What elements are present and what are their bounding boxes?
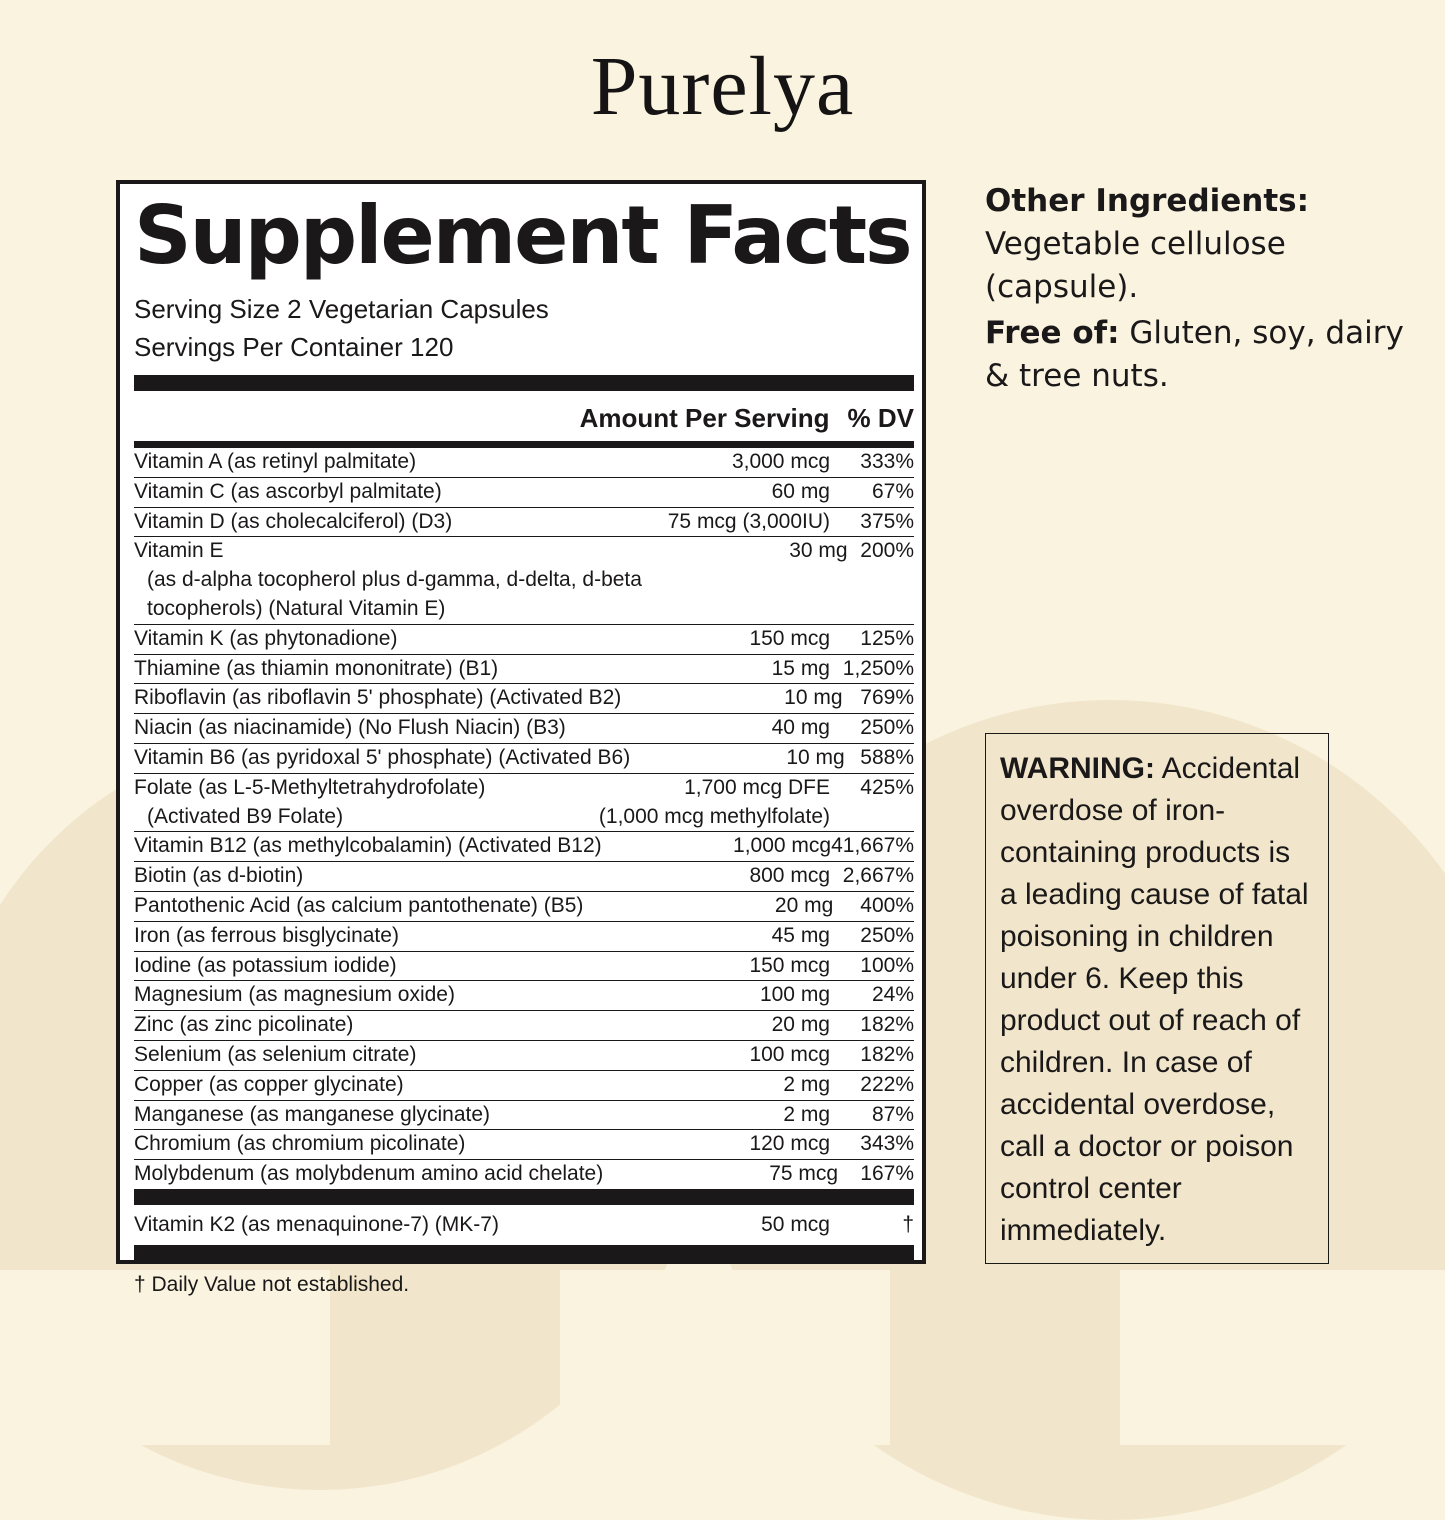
other-ingredients [985,180,1405,401]
table-row: Magnesium (as magnesium oxide) 100 mg 24% [134,981,914,1011]
table-row: Folate (as L-5-Methyltetrahydrofolate) (Activated B9 Folate) 1,700 mcg DFE (1,000 mcg methylfolate) 425% [134,774,914,833]
table-row: Iodine (as potassium iodide) 150 mcg 100% [134,952,914,982]
divider-thick [134,1189,914,1205]
serving-size: Serving Size 2 Vegetarian Capsules [134,294,549,324]
table-row: Iron (as ferrous bisglycinate) 45 mg 250% [134,922,914,952]
table-row: Chromium (as chromium picolinate) 120 mcg 343% [134,1130,914,1160]
table-row: Copper (as copper glycinate) 2 mg 222% [134,1071,914,1101]
table-row: Vitamin A (as retinyl palmitate) 3,000 mcg 333% [134,448,914,478]
warning-text: Accidental overdose of iron-containing products is a leading cause of fatal poisoning in children under 6. Keep this product out of reach of children. In case of accidental overdose, call a doctor or poison control center immediately. [1000,752,1309,1247]
facts-header-row [134,395,914,441]
ingredients-label: Other Ingredients: [985,183,1310,219]
table-row: Vitamin B6 (as pyridoxal 5' phosphate) (Activated B6) 10 mg 588% [134,744,914,774]
divider-medium [134,441,914,448]
table-row: Molybdenum (as molybdenum amino acid chelate) 75 mcg 167% [134,1162,914,1186]
serving-info [134,290,914,366]
divider-thick [134,375,914,391]
ingredients-text: Vegetable cellulose (capsule). [985,226,1286,305]
table-row: Pantothenic Acid (as calcium pantothenate) (B5) 20 mg 400% [134,892,914,922]
table-row: Riboflavin (as riboflavin 5' phosphate) (Activated B2) 10 mg 769% [134,684,914,714]
table-row: Niacin (as niacinamide) (No Flush Niacin) (B3) 40 mg 250% [134,714,914,744]
header-dv: % DV [847,403,914,433]
table-row: Vitamin B12 (as methylcobalamin) (Activated B12) 1,000 mcg 41,667% [134,832,914,862]
table-row: Thiamine (as thiamin mononitrate) (B1) 15 mg 1,250% [134,655,914,685]
supplement-facts-panel [116,180,926,1296]
free-of-text: Gluten, soy, dairy & tree nuts. [985,315,1404,394]
table-row-k2: Vitamin K2 (as menaquinone-7) (MK-7) 50 mcg † [134,1212,914,1236]
free-of-label: Free of: [985,315,1120,351]
table-row: Vitamin K (as phytonadione) 150 mcg 125% [134,625,914,655]
table-row: Manganese (as manganese glycinate) 2 mg 87% [134,1101,914,1131]
table-row: Zinc (as zinc picolinate) 20 mg 182% [134,1011,914,1041]
table-row: Selenium (as selenium citrate) 100 mcg 182% [134,1041,914,1071]
table-row: Vitamin C (as ascorbyl palmitate) 60 mg 67% [134,478,914,508]
header-amount: Amount Per Serving [579,403,830,433]
warning-box [985,733,1329,1264]
footnote: † Daily Value not established. [134,1272,410,1296]
table-row: Vitamin E (as d-alpha tocopherol plus d-gamma, d-delta, d-beta tocopherols) (Natural Vitamin E) 30 mg 200% [134,537,914,624]
nutrient-table [134,448,914,1189]
table-row: Biotin (as d-biotin) 800 mcg 2,667% [134,862,914,892]
table-row: Vitamin D (as cholecalciferol) (D3) 75 mcg (3,000IU) 375% [134,508,914,538]
brand-logo: Purelya [590,40,855,133]
warning-label: WARNING: [1000,752,1155,785]
facts-title: Supplement Facts [134,189,911,282]
divider-thick [134,1245,914,1261]
background-bar [1120,1270,1445,1445]
servings-per-container: Servings Per Container 120 [134,332,454,362]
